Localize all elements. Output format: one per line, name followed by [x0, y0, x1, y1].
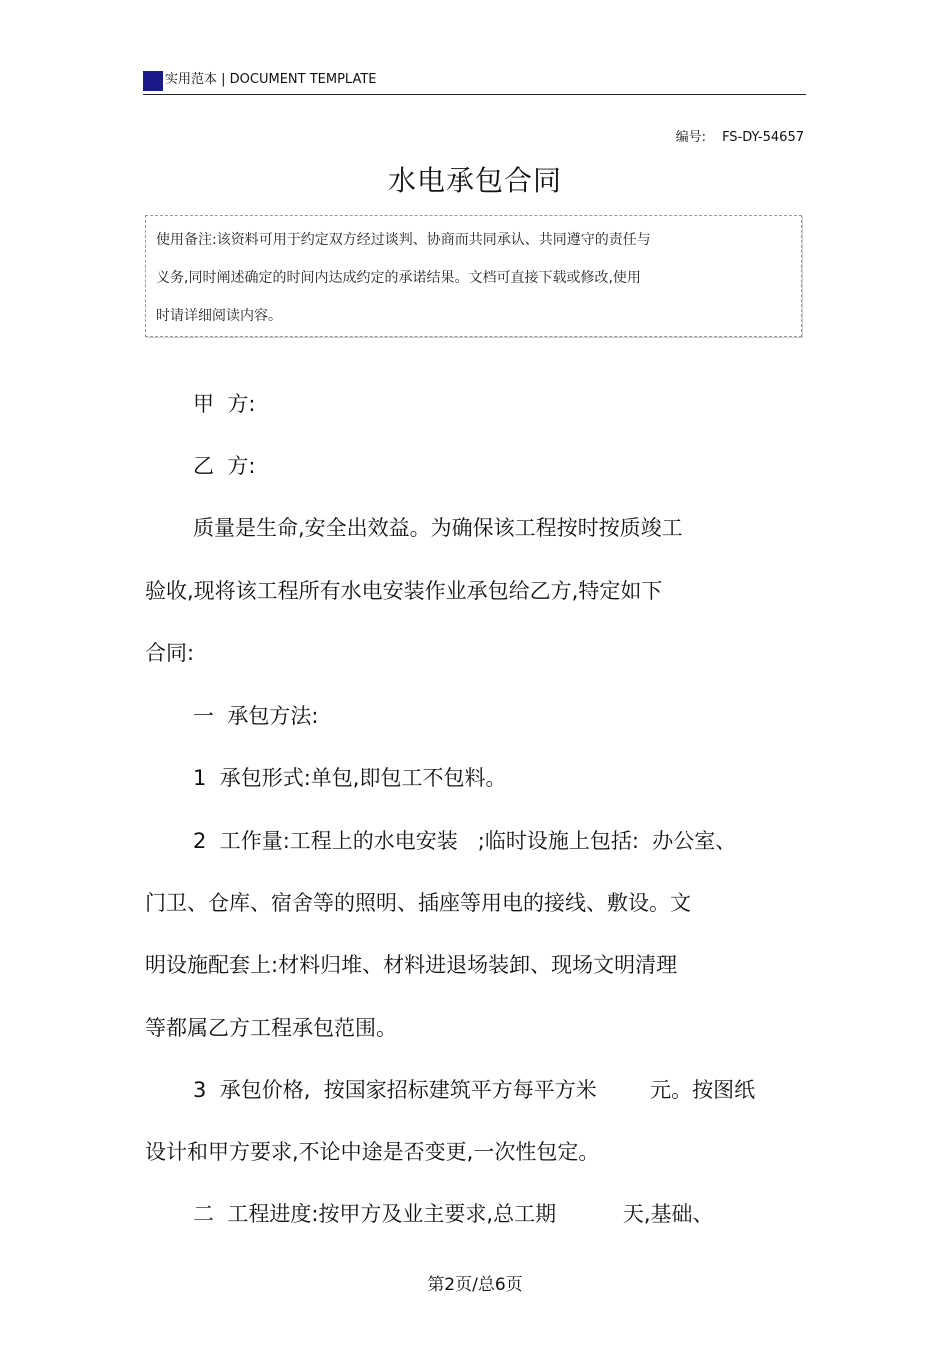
party-b-line: 乙 方:: [193, 454, 256, 478]
usage-note-line: 使用备注:该资料可用于约定双方经过谈判、协商而共同承认、共同遵守的责任与: [156, 232, 651, 248]
party-a-line: 甲 方:: [193, 392, 256, 416]
body-paragraph-line: 明设施配套上:材料归堆、材料进退场装卸、现场文明清理: [145, 953, 678, 977]
body-paragraph-line: 2 工作量:工程上的水电安装 ;临时设施上包括: 办公室、: [193, 829, 737, 853]
template-logo-square: [143, 71, 163, 91]
body-paragraph-line: 门卫、仓库、宿舍等的照明、插座等用电的接线、敷设。文: [145, 891, 691, 915]
document-title: 水电承包合同: [387, 164, 562, 197]
body-paragraph-line: 3 承包价格, 按国家招标建筑平方每平方米 元。按图纸: [193, 1078, 756, 1102]
body-paragraph-line: 设计和甲方要求,不论中途是否变更,一次性包定。: [145, 1140, 600, 1164]
usage-note-line: 时请详细阅读内容。: [156, 308, 282, 324]
usage-note-line: 义务,同时阐述确定的时间内达成约定的承诺结果。文档可直接下载或修改,使用: [156, 270, 641, 286]
section-heading: 二 工程进度:按甲方及业主要求,总工期 天,基础、: [193, 1202, 714, 1226]
body-paragraph-line: 等都属乙方工程承包范围。: [145, 1016, 397, 1040]
document-number-label: 编号:: [675, 130, 707, 145]
body-paragraph-line: 质量是生命,安全出效益。为确保该工程按时按质竣工: [193, 516, 683, 540]
section-heading: 一 承包方法:: [193, 704, 319, 728]
page-header: [143, 68, 806, 95]
body-paragraph-line: 验收,现将该工程所有水电安装作业承包给乙方,特定如下: [145, 579, 663, 603]
usage-note-box: [145, 215, 802, 337]
document-number-value: FS-DY-54657: [722, 130, 804, 145]
body-paragraph-line: 1 承包形式:单包,即包工不包料。: [193, 766, 507, 790]
document-number: [676, 126, 804, 145]
header-text: 实用范本 | DOCUMENT TEMPLATE: [165, 72, 377, 87]
page-number-footer: 第2页/总6页: [427, 1275, 523, 1295]
body-paragraph-line: 合同:: [145, 641, 195, 665]
